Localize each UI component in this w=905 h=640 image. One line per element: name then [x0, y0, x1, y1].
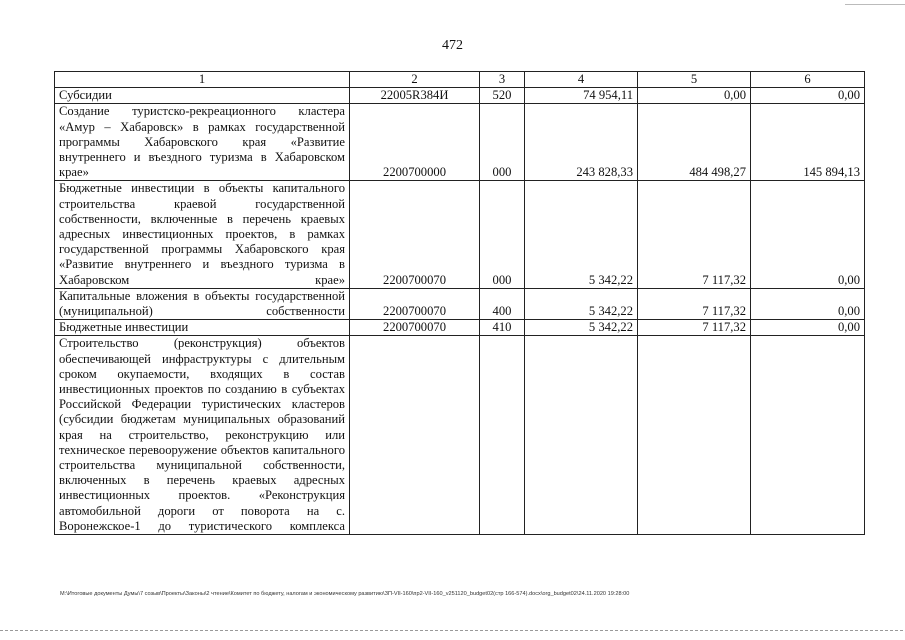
table-row — [55, 336, 865, 535]
amount-column-4 — [525, 336, 638, 535]
amount-column-5: 7 117,32 — [638, 288, 751, 319]
amount-column-4: 5 342,22 — [525, 288, 638, 319]
page-number: 472 — [442, 38, 463, 53]
expense-type-code: 000 — [480, 104, 525, 181]
target-article-code — [350, 336, 480, 535]
target-article-code: 22005R384И — [350, 88, 480, 104]
row-name: Строительство (реконструкция) объектов обеспечивающей инфраструктуры с длительным сроком окупаемости, входящих в состав инвестиционных проектов по созданию в субъектах Российской Федерации туристических кластеров (субсидии бюджетам муниципальных образований края на строительство, реконструкцию или техническое перевооружение объектов капитального строительства муниципальной собственности, включенных в перечень краевых адресных инвестиционных проектов. «Реконструкция автомобильной дороги от поворота на с. Воронежское-1 до туристического комплекса — [55, 336, 350, 535]
row-name: Создание туристско-рекреационного кластера «Амур – Хабаровск» в рамках государственной программы Хабаровского края «Развитие внутреннего и въездного туризма в Хабаровском крае» — [55, 104, 350, 181]
expense-type-code: 410 — [480, 320, 525, 336]
column-header: 2 — [350, 72, 480, 88]
column-header: 5 — [638, 72, 751, 88]
amount-column-6: 0,00 — [751, 320, 865, 336]
row-name: Бюджетные инвестиции в объекты капитального строительства краевой государственной собственности, включенные в перечень краевых адресных инвестиционных проектов, в рамках государственной программы Хабаровского края «Развитие внутреннего и въездного туризма в Хабаровском крае» — [55, 181, 350, 288]
amount-column-5: 7 117,32 — [638, 181, 751, 288]
target-article-code: 2200700070 — [350, 181, 480, 288]
amount-column-6: 0,00 — [751, 181, 865, 288]
footer-file-path: М:\Итоговые документы Думы\7 созыв\Проекты\Законы\2 чтение\Комитет по бюджету, налогам и экономическому развитию\ЗП-VII-160\пр2-VII-160_v251120_budget02(стр 166-574).docx\org_budget02\24.11.2020 19:28:00 — [60, 591, 630, 597]
amount-column-5 — [638, 336, 751, 535]
column-header: 4 — [525, 72, 638, 88]
target-article-code: 2200700000 — [350, 104, 480, 181]
expense-type-code: 520 — [480, 88, 525, 104]
column-header: 3 — [480, 72, 525, 88]
amount-column-5: 484 498,27 — [638, 104, 751, 181]
top-edge-rule — [845, 4, 905, 5]
budget-table — [54, 71, 865, 535]
amount-column-4: 74 954,11 — [525, 88, 638, 104]
amount-column-4: 243 828,33 — [525, 104, 638, 181]
table-row — [55, 181, 865, 288]
column-header: 1 — [55, 72, 350, 88]
row-name: Субсидии — [55, 88, 350, 104]
target-article-code: 2200700070 — [350, 320, 480, 336]
amount-column-6: 145 894,13 — [751, 104, 865, 181]
amount-column-5: 0,00 — [638, 88, 751, 104]
target-article-code: 2200700070 — [350, 288, 480, 319]
row-name: Бюджетные инвестиции — [55, 320, 350, 336]
bottom-edge-rule — [0, 630, 905, 631]
table-row — [55, 320, 865, 336]
expense-type-code — [480, 336, 525, 535]
amount-column-4: 5 342,22 — [525, 181, 638, 288]
amount-column-6 — [751, 336, 865, 535]
row-name: Капитальные вложения в объекты государственной (муниципальной) собственности — [55, 288, 350, 319]
column-header: 6 — [751, 72, 865, 88]
table-row — [55, 288, 865, 319]
amount-column-6: 0,00 — [751, 88, 865, 104]
amount-column-4: 5 342,22 — [525, 320, 638, 336]
expense-type-code: 400 — [480, 288, 525, 319]
amount-column-5: 7 117,32 — [638, 320, 751, 336]
column-number-row — [55, 72, 865, 88]
table-row — [55, 88, 865, 104]
amount-column-6: 0,00 — [751, 288, 865, 319]
expense-type-code: 000 — [480, 181, 525, 288]
table-row — [55, 104, 865, 181]
